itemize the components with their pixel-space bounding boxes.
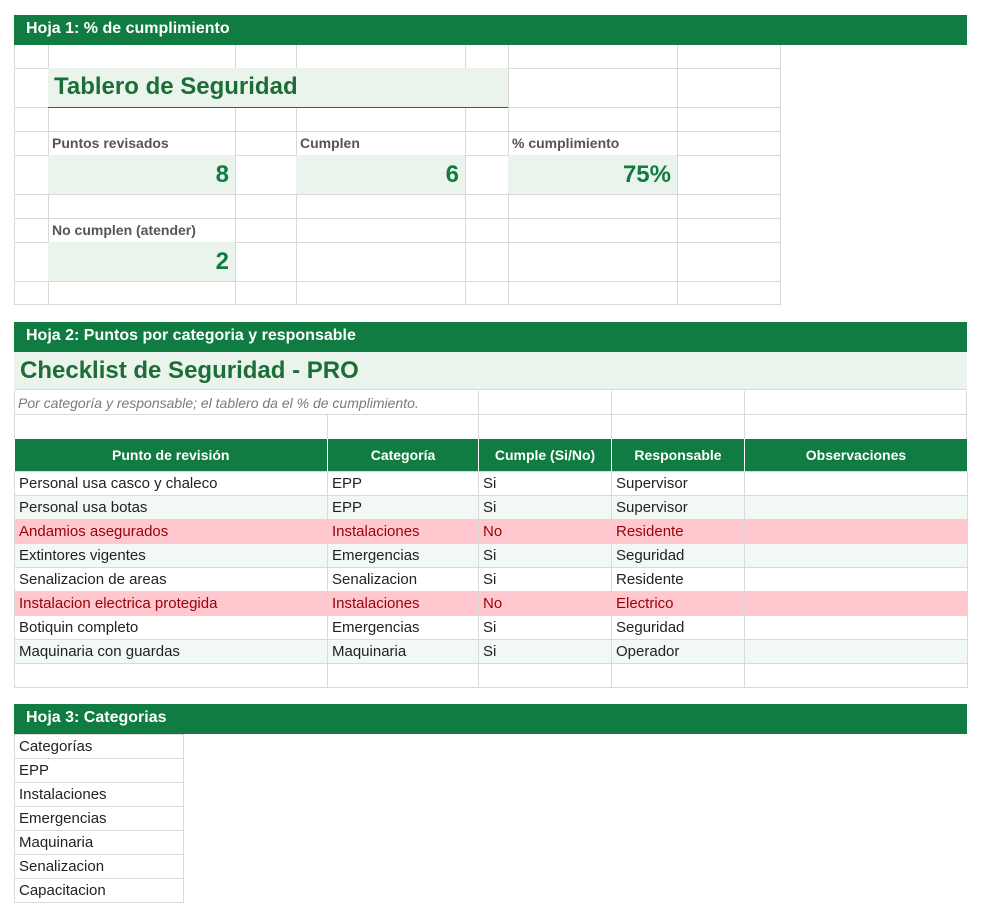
cell-category[interactable]: Emergencias: [328, 616, 479, 640]
table-row-empty: [15, 664, 968, 688]
col-header-responsible[interactable]: Responsable: [612, 439, 745, 472]
cell-responsible[interactable]: Seguridad: [612, 616, 745, 640]
cell-empty[interactable]: [15, 664, 328, 688]
category-cell[interactable]: Capacitacion: [15, 879, 184, 903]
cell-responsible[interactable]: Residente: [612, 520, 745, 544]
table-row: [15, 640, 968, 664]
col-header-complies[interactable]: Cumple (Si/No): [479, 439, 612, 472]
sheet2-banner: Hoja 2: Puntos por categoria y responsable: [14, 322, 967, 352]
cell-observations[interactable]: [745, 592, 968, 616]
kpi-label-noncomply: No cumplen (atender): [52, 222, 196, 238]
cell-point[interactable]: Personal usa botas: [15, 496, 328, 520]
cell-point[interactable]: Botiquin completo: [15, 616, 328, 640]
cell-empty[interactable]: [479, 664, 612, 688]
cell-observations[interactable]: [745, 616, 968, 640]
cell-complies[interactable]: Si: [479, 616, 612, 640]
category-cell[interactable]: Senalizacion: [15, 855, 184, 879]
cell-responsible[interactable]: Residente: [612, 568, 745, 592]
table-row: [15, 496, 968, 520]
cell-point[interactable]: Instalacion electrica protegida: [15, 592, 328, 616]
checklist-title: Checklist de Seguridad - PRO: [14, 352, 967, 390]
col-header-category[interactable]: Categoría: [328, 439, 479, 472]
kpi-label-comply: Cumplen: [300, 135, 360, 151]
kpi-label-reviewed: Puntos revisados: [52, 135, 169, 151]
cell-responsible[interactable]: Supervisor: [612, 472, 745, 496]
cell-point[interactable]: Extintores vigentes: [15, 544, 328, 568]
categories-list: [14, 734, 184, 903]
list-item: [15, 759, 184, 783]
kpi-value-noncomply[interactable]: 2: [48, 242, 235, 281]
category-cell[interactable]: Maquinaria: [15, 831, 184, 855]
cell-category[interactable]: Instalaciones: [328, 592, 479, 616]
table-row: [15, 592, 968, 616]
cell-category[interactable]: Senalizacion: [328, 568, 479, 592]
list-item: [15, 855, 184, 879]
list-item: [15, 879, 184, 903]
cell-complies[interactable]: Si: [479, 568, 612, 592]
cell-category[interactable]: EPP: [328, 496, 479, 520]
cell-complies[interactable]: Si: [479, 496, 612, 520]
cell-point[interactable]: Maquinaria con guardas: [15, 640, 328, 664]
list-item: [15, 807, 184, 831]
table-row: [15, 616, 968, 640]
table-row: [15, 568, 968, 592]
checklist-table: [14, 439, 968, 688]
col-header-observations[interactable]: Observaciones: [745, 439, 968, 472]
cell-point[interactable]: Senalizacion de areas: [15, 568, 328, 592]
kpi-label-percent: % cumplimiento: [512, 135, 620, 151]
cell-point[interactable]: Personal usa casco y chaleco: [15, 472, 328, 496]
cell-responsible[interactable]: Operador: [612, 640, 745, 664]
category-cell[interactable]: Instalaciones: [15, 783, 184, 807]
table-row: [15, 544, 968, 568]
cell-observations[interactable]: [745, 472, 968, 496]
cell-responsible[interactable]: Seguridad: [612, 544, 745, 568]
cell-complies[interactable]: No: [479, 520, 612, 544]
cell-empty[interactable]: [745, 664, 968, 688]
category-cell[interactable]: EPP: [15, 759, 184, 783]
kpi-value-comply[interactable]: 6: [296, 155, 465, 194]
list-item: [15, 783, 184, 807]
cell-observations[interactable]: [745, 568, 968, 592]
cell-point[interactable]: Andamios asegurados: [15, 520, 328, 544]
sheet3-banner: Hoja 3: Categorias: [14, 704, 967, 734]
cell-empty[interactable]: [612, 664, 745, 688]
sheet1-banner: Hoja 1: % de cumplimiento: [14, 15, 967, 45]
cell-complies[interactable]: Si: [479, 544, 612, 568]
cell-category[interactable]: Instalaciones: [328, 520, 479, 544]
kpi-value-reviewed[interactable]: 8: [48, 155, 235, 194]
cell-category[interactable]: Maquinaria: [328, 640, 479, 664]
dashboard-title: Tablero de Seguridad: [48, 68, 508, 108]
col-header-point[interactable]: Punto de revisión: [15, 439, 328, 472]
cell-observations[interactable]: [745, 496, 968, 520]
kpi-value-percent[interactable]: 75%: [508, 155, 677, 194]
cell-complies[interactable]: No: [479, 592, 612, 616]
cell-responsible[interactable]: Electrico: [612, 592, 745, 616]
cell-observations[interactable]: [745, 640, 968, 664]
cell-category[interactable]: Emergencias: [328, 544, 479, 568]
cell-category[interactable]: EPP: [328, 472, 479, 496]
cell-complies[interactable]: Si: [479, 640, 612, 664]
checklist-subtitle: Por categoría y responsable; el tablero da el % de cumplimiento.: [18, 395, 419, 411]
cell-responsible[interactable]: Supervisor: [612, 496, 745, 520]
table-row: [15, 472, 968, 496]
cell-observations[interactable]: [745, 544, 968, 568]
table-header-row: [15, 439, 968, 472]
list-item: [15, 831, 184, 855]
cell-observations[interactable]: [745, 520, 968, 544]
cell-empty[interactable]: [328, 664, 479, 688]
category-cell[interactable]: Emergencias: [15, 807, 184, 831]
category-cell[interactable]: Categorías: [15, 735, 184, 759]
list-item: [15, 735, 184, 759]
table-row: [15, 520, 968, 544]
cell-complies[interactable]: Si: [479, 472, 612, 496]
